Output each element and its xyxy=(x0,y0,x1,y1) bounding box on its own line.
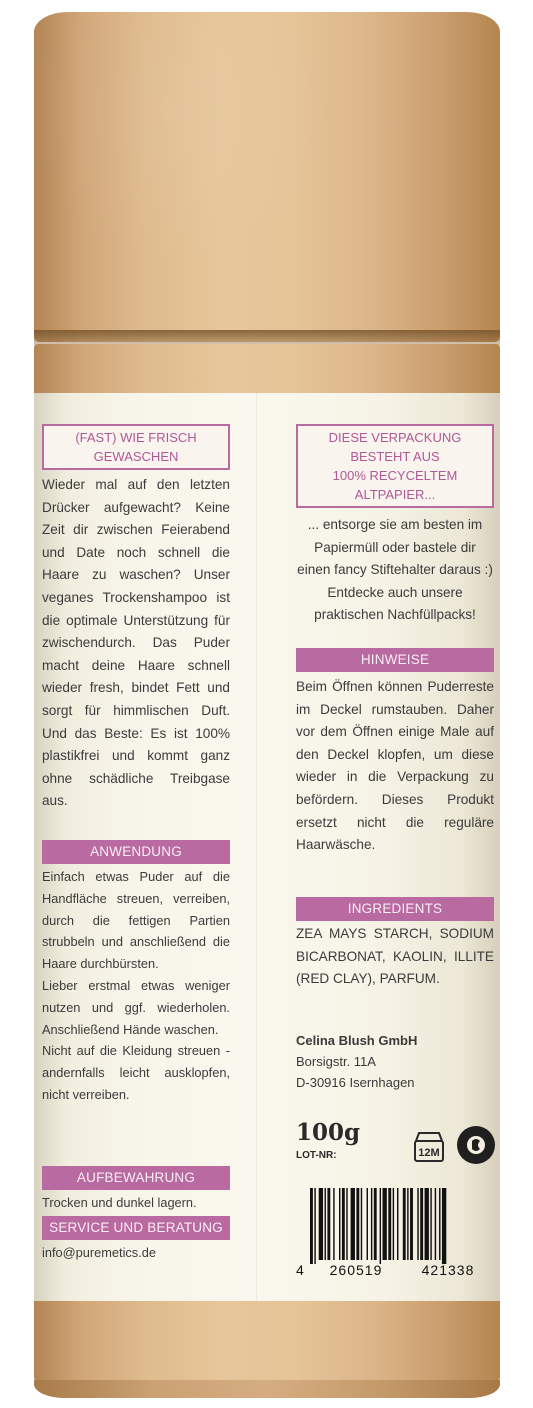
company-city: D-30916 Isernhagen xyxy=(296,1075,415,1090)
usage-title: ANWENDUNG xyxy=(42,840,230,864)
usage-text-2: Lieber erstmal etwas weniger nutzen und ggf. wiederholen. Anschließend Hände waschen. xyxy=(42,977,230,1037)
label-divider xyxy=(256,393,258,1301)
made-in-germany-seal-icon xyxy=(455,1115,497,1175)
pao-label: 12M xyxy=(418,1147,440,1159)
tube-lid xyxy=(34,12,500,342)
company-street: Borsigstr. 11A xyxy=(296,1054,376,1069)
storage-title: AUFBEWAHRUNG xyxy=(42,1166,230,1190)
barcode-bars xyxy=(296,1188,494,1264)
company-section xyxy=(296,1030,494,1093)
barcode-first-digit: 4 xyxy=(296,1262,305,1278)
weight-block xyxy=(296,1119,361,1167)
barcode-group-1: 260519 xyxy=(329,1262,383,1278)
packaging-title-line-2: 100% RECYCELTEM ALTPAPIER... xyxy=(332,468,458,502)
usage-text-3: Nicht auf die Kleidung streuen - andernfalls leicht ausklopfen, nicht verreiben. xyxy=(42,1043,230,1102)
barcode xyxy=(296,1188,494,1278)
usage-section xyxy=(42,840,230,1106)
ingredients-title: INGREDIENTS xyxy=(296,897,494,921)
usage-text-1: Einfach etwas Puder auf die Handfläche streuen, verreiben, durch die fettigen Partien strubbeln und anschließend die Haare durchbürsten. xyxy=(42,869,230,972)
lot-number-label: LOT-NR: xyxy=(296,1149,337,1161)
storage-section xyxy=(42,1166,230,1214)
notes-text: Beim Öffnen können Puderreste im Deckel rumstauben. Daher vor dem Öffnen einige Male auf den Deckel klopfen, um diese wieder in die Verpackung zu befördern. Dieses Produkt ersetzt nicht die reguläre Haarwäsche. xyxy=(296,679,494,853)
ingredients-section xyxy=(296,897,494,991)
packaging-title xyxy=(296,424,494,508)
service-email: info@puremetics.de xyxy=(42,1245,156,1260)
packaging-title-line-1: DIESE VERPACKUNG BESTEHT AUS xyxy=(328,430,462,464)
intro-section xyxy=(42,424,230,813)
ingredients-text: ZEA MAYS STARCH, SODIUM BICARBONAT, KAOLIN, ILLITE (RED CLAY), PARFUM. xyxy=(296,926,494,987)
notes-title: HINWEISE xyxy=(296,648,494,672)
pao-12m-icon xyxy=(410,1127,448,1165)
intro-text: Wieder mal auf den letzten Drücker aufgewacht? Keine Zeit dir zwischen Feierabend und Date noch schnell die Haare zu waschen? Unser veganes Trockenshampoo ist die optimale Unterstützung für zwischendurch. Das Puder macht deine Haare schnell wieder fresh, bindet Fett und sorgt für himmlischen Duft. Und das Beste: Es ist 100% plastikfrei und kommt ganz ohne schädliche Treibgase aus. xyxy=(42,477,230,809)
packaging-section xyxy=(296,424,494,627)
notes-section xyxy=(296,648,494,857)
service-section xyxy=(42,1216,230,1264)
net-weight: 100g xyxy=(296,1119,361,1146)
storage-text: Trocken und dunkel lagern. xyxy=(42,1195,197,1210)
tube-bottom-rim xyxy=(34,1380,500,1398)
packaging-text: ... entsorge sie am besten im Papiermüll oder bastele dir einen fancy Stiftehalter daraus :) Entdecke auch unsere praktischen Nachfüllpacks! xyxy=(297,517,493,623)
service-title: SERVICE UND BERATUNG xyxy=(42,1216,230,1240)
company-name: Celina Blush GmbH xyxy=(296,1033,418,1048)
barcode-group-2: 421338 xyxy=(421,1262,475,1278)
intro-title: (FAST) WIE FRISCH GEWASCHEN xyxy=(42,424,230,470)
